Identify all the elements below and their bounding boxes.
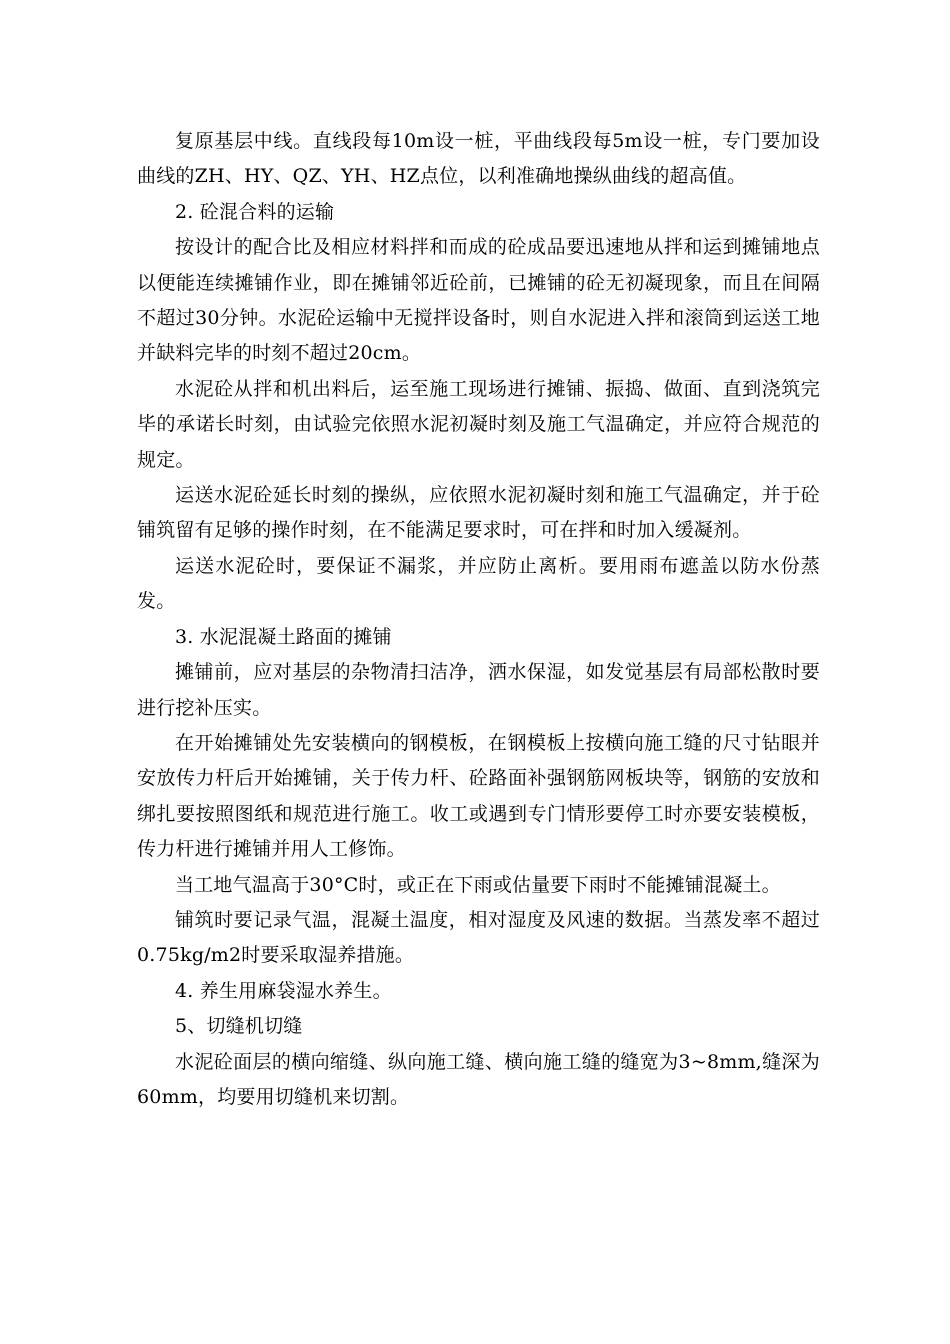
paragraph-temperature-limit: 当工地气温高于30°C时，或正在下雨或估量要下雨时不能摊铺混凝土。	[175, 873, 781, 896]
paragraph-extended-time-control: 运送水泥砼延长时刻的操纵，应依照水泥初凝时刻和施工气温确定，并于砼铺筑留有足够的操作时刻，在不能满足要求时，可在拌和时加入缓凝剂。	[137, 484, 820, 542]
paragraph-joint-dimensions: 水泥砼面层的横向缩缝、纵向施工缝、横向施工缝的缝宽为3~8mm,缝深为60mm，均要用切缝机来切割。	[137, 1050, 820, 1108]
heading-curing: 4. 养生用麻袋湿水养生。	[175, 979, 392, 1002]
document-body	[137, 124, 820, 1115]
heading-pavement-paving: 3. 水泥混凝土路面的摊铺	[175, 625, 392, 648]
paragraph-steel-formwork: 在开始摊铺处先安装横向的钢模板，在钢模板上按横向施工缝的尺寸钻眼并安放传力杆后开始摊铺，关于传力杆、砼路面补强钢筋网板块等，钢筋的安放和绑扎要按照图纸和规范进行施工。收工或遇到专门情形要停工时亦要安装模板，传力杆进行摊铺并用人工修饰。	[137, 731, 820, 861]
heading-joint-cutting: 5、切缝机切缝	[175, 1015, 303, 1038]
paragraph-baseline-centerline: 复原基层中线。直线段每10m设一桩，平曲线段每5m设一桩，专门要加设曲线的ZH、HY、QZ、YH、HZ点位，以利准确地操纵曲线的超高值。	[137, 130, 820, 188]
heading-concrete-transport: 2. 砼混合料的运输	[175, 200, 335, 223]
paragraph-transport-requirements: 按设计的配合比及相应材料拌和而成的砼成品要迅速地从拌和运到摊铺地点以便能连续摊铺作业，即在摊铺邻近砼前，已摊铺的砼无初凝现象，而且在间隔不超过30分钟。水泥砼运输中无搅拌设备时，则自水泥进入拌和滚筒到运送工地并缺料完毕的时刻不超过20cm。	[137, 236, 820, 365]
paragraph-leak-prevention: 运送水泥砼时，要保证不漏浆，并应防止离析。要用雨布遮盖以防水份蒸发。	[137, 554, 820, 613]
paragraph-weather-records: 铺筑时要记录气温，混凝土温度，相对湿度及风速的数据。当蒸发率不超过0.75kg/m2时要采取湿养措施。	[137, 908, 820, 967]
paragraph-discharge-time: 水泥砼从拌和机出料后，运至施工现场进行摊铺、振捣、做面、直到浇筑完毕的承诺长时刻，由试验完依照水泥初凝时刻及施工气温确定，并应符合规范的规定。	[137, 377, 820, 471]
paragraph-pre-paving-cleaning: 摊铺前，应对基层的杂物清扫洁净，洒水保湿，如发觉基层有局部松散时要进行挖补压实。	[137, 661, 820, 719]
